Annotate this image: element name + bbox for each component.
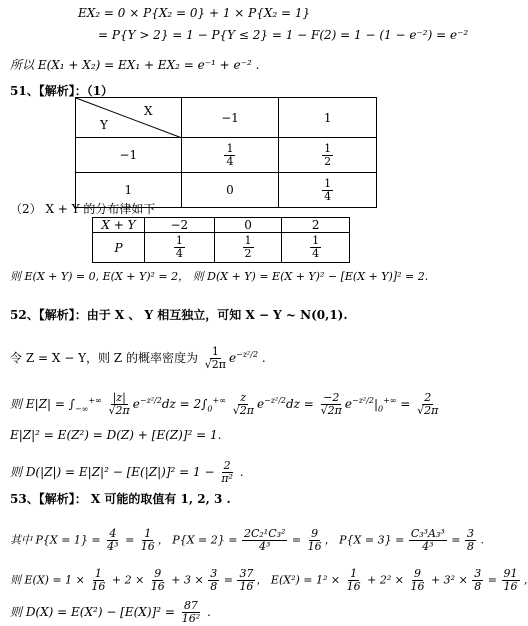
table-cell: $\frac{1}{2}$ bbox=[279, 138, 377, 173]
line-expectations: 则 E(X) = 1 × $\frac{1}{16}$ + 2 × $\frac{9}{16}$ + 3 × $\frac{3}{8}$ = $\frac{37}{16}$ ， E(X²) = 1² × $\frac{1}{16}$ + 2² × $\frac{9}{16}$ + 3² × $\frac{3}{8}$ = $\frac{91}{16}$ , bbox=[10, 567, 528, 593]
table-cell: 2 bbox=[282, 218, 350, 233]
joint-distribution-table bbox=[75, 97, 377, 208]
row-header: 1 bbox=[76, 173, 182, 208]
density-fraction: $\frac{1}{√2\pi}$ bbox=[204, 345, 227, 371]
col-header: −1 bbox=[181, 98, 279, 138]
table-corner-cell bbox=[76, 98, 182, 138]
line-variance-x: 则 D(X) = E(X²) − [E(X)]² = $\frac{87}{\text{16²}}$ . bbox=[10, 599, 211, 625]
line-sum-expectation: 所以 E(X₁ + X₂) = EX₁ + EX₂ = e⁻¹ + e⁻² . bbox=[10, 58, 260, 72]
table-cell: $\frac{1}{4}$ bbox=[144, 233, 214, 263]
distribution-intro: （2） X + Y 的分布律如下 bbox=[10, 202, 156, 216]
sum-distribution-table bbox=[92, 217, 350, 263]
table-cell: −2 bbox=[144, 218, 214, 233]
col-header: 1 bbox=[279, 98, 377, 138]
corner-y-label: Y bbox=[100, 118, 108, 132]
section-51-heading: 51、【解析】：（1） bbox=[10, 84, 114, 98]
line-ex2: EX₂ = 0 × P{X₂ = 0} + 1 × P{X₂ = 1} bbox=[78, 6, 311, 20]
table-head-cell: X + Y bbox=[93, 218, 145, 233]
line-variance-result: 则 E(X + Y) = 0, E(X + Y)² = 2， 则 D(X + Y) = E(X + Y)² − [E(X + Y)]² = 2. bbox=[10, 270, 429, 283]
table-cell: $\frac{1}{2}$ bbox=[214, 233, 282, 263]
row-header: −1 bbox=[76, 138, 182, 173]
table-row bbox=[93, 218, 350, 233]
table-row bbox=[93, 233, 350, 263]
table-cell: $\frac{1}{4}$ bbox=[181, 138, 279, 173]
table-cell: $\frac{1}{4}$ bbox=[279, 173, 377, 208]
corner-diagonal bbox=[76, 98, 182, 138]
line-second-moment: E|Z|² = E(Z²) = D(Z) + [E(Z)]² = 1. bbox=[10, 428, 222, 442]
line-prob-y: = P{Y > 2} = 1 − P{Y ≤ 2} = 1 − F(2) = 1 − (1 − e⁻²) = e⁻² bbox=[98, 28, 469, 42]
section-52-heading: 52、【解析】：由于 X 、 Y 相互独立，可知 X − Y ~ N(0,1). bbox=[10, 308, 348, 322]
section-53-heading: 53、【解析】： X 可能的取值有 1, 2, 3 . bbox=[10, 492, 231, 506]
line-expectation-abs: 则 $E|Z| = \int_{-\infty}^{+\infty}$ $\frac{|z|}{√2\pi}$ $e^{-z^2/2}dz = 2\int_0^{+\infty}$ $\frac{z}{√2\pi}$ $e^{-z^2/2}dz$ = $\frac{-2}{√2\pi}$ $e^{-z^2/2}|_0^{+\infty}$ = $\frac{2}{√2\pi}$ bbox=[10, 391, 439, 417]
line-variance-abs: 则 D(|Z|) = E|Z|² − [E(|Z|)]² = 1 − $\frac{2}{\text{π²}}$ . bbox=[10, 459, 244, 485]
expectation-result: $\frac{2}{√2\pi}$ bbox=[417, 391, 439, 417]
table-cell: 0 bbox=[214, 218, 282, 233]
corner-x-label: X bbox=[144, 104, 153, 118]
table-row bbox=[76, 138, 377, 173]
table-cell: 0 bbox=[181, 173, 279, 208]
table-head-cell: P bbox=[93, 233, 145, 263]
line-density: 令 Z = X − Y，则 Z 的概率密度为 $\frac{1}{√2\pi}$ $e^{-z^2/2}$ . bbox=[10, 345, 266, 371]
line-probabilities: 其中 P{X = 1} = $\frac{4}{\text{4³}}$ = $\frac{1}{16}$ ， P{X = 2} = $\frac{\text{2C₂¹C₃²}}{\text{4³}}$ = $\frac{9}{16}$ ， P{X = 3} = $\frac{\text{C₃³A₃³}}{\text{4³}}$ = $\frac{3}{8}$ . bbox=[10, 527, 485, 553]
table-cell: $\frac{1}{4}$ bbox=[282, 233, 350, 263]
